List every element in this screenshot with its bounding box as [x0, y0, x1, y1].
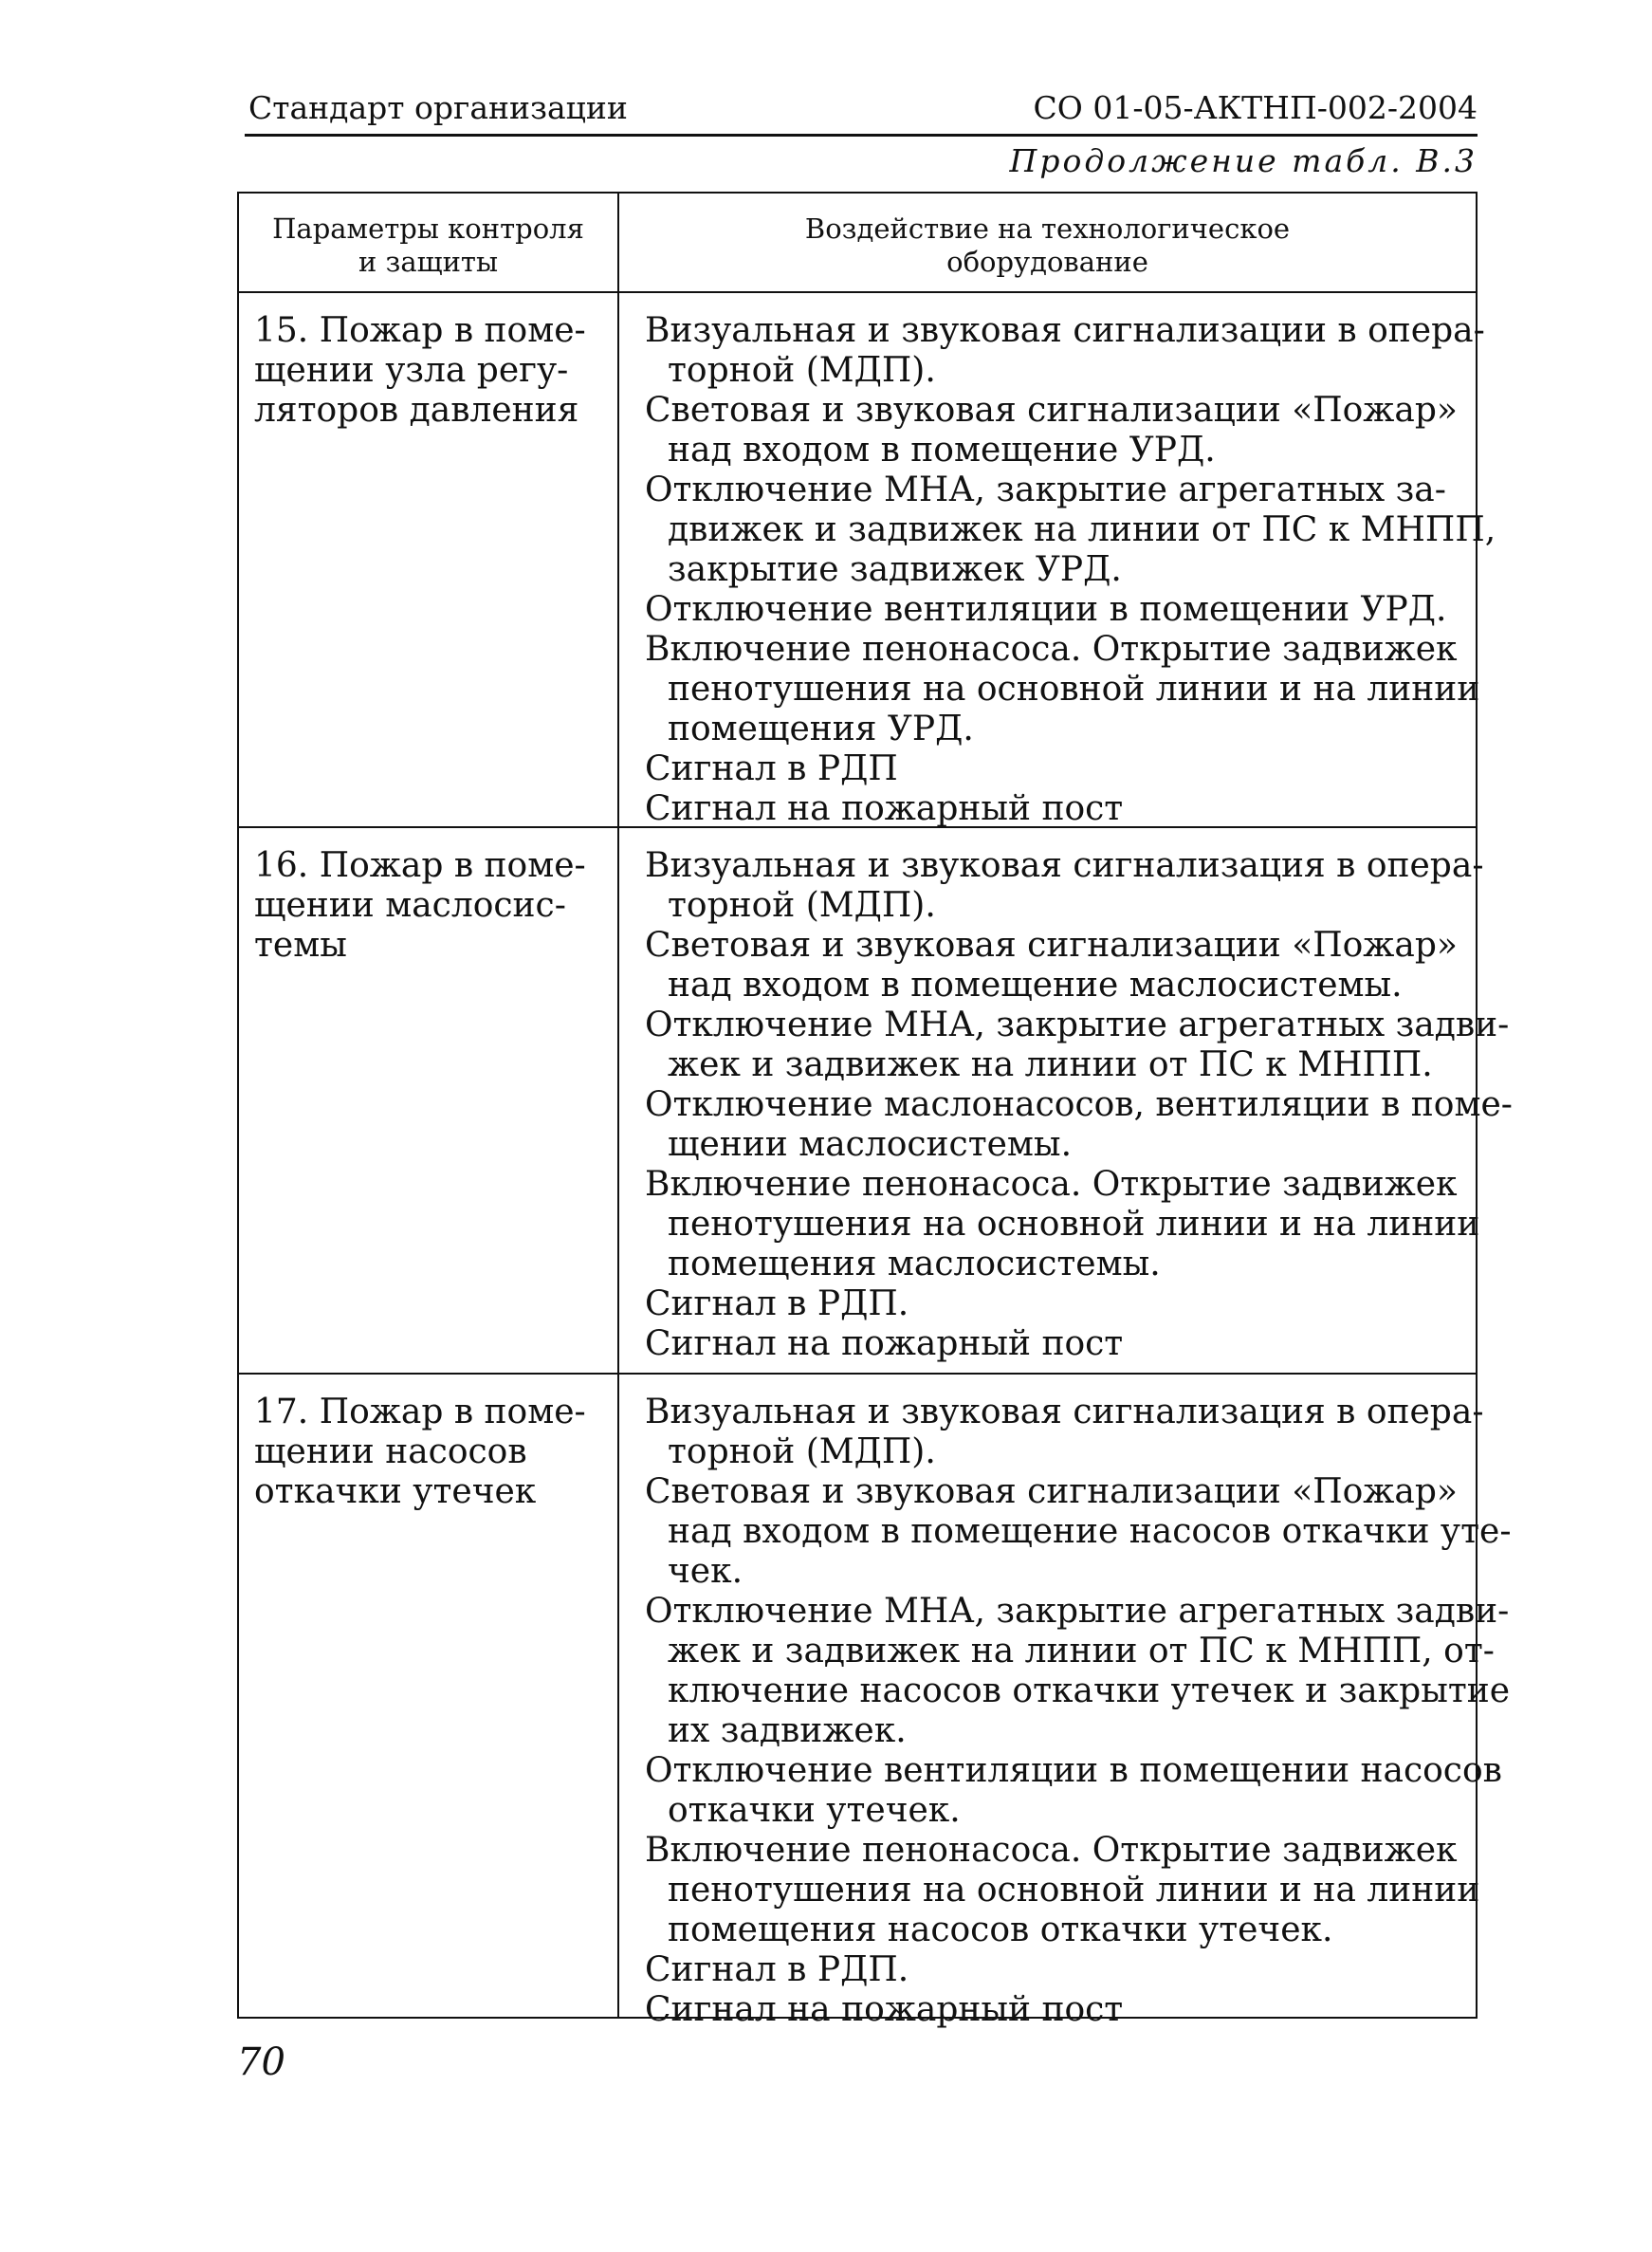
action-item: Сигнал на пожарный пост — [645, 1324, 1124, 1363]
action-item: Сигнал на пожарный пост — [645, 789, 1124, 828]
action-item: Отключение МНА, закрытие агрегатных за- движек и задвижек на линии от ПС к МНПП, закрытие задвижек УРД. — [645, 471, 1496, 589]
action-item: Отключение маслонасосов, вентиляции в поме- щении маслосистемы. — [645, 1085, 1513, 1164]
document-code: СО 01-05-АКТНП-002-2004 — [1033, 89, 1478, 126]
header-row-divider — [239, 291, 1476, 293]
column-header-actions: Воздействие на технологическое оборудование — [804, 212, 1291, 278]
action-item: Световая и звуковая сигнализации «Пожар» над входом в помещение насосов откачки уте- чек. — [645, 1472, 1512, 1591]
parameter-cell-15: 15. Пожар в поме- щении узла регу- ляторов давления — [254, 311, 586, 430]
action-item: Сигнал в РДП — [645, 749, 898, 788]
actions-cell-15 — [645, 311, 1496, 829]
action-item: Отключение вентиляции в помещении насосов откачки утечек. — [645, 1751, 1502, 1830]
table-continuation-label: Продолжение табл. В.3 — [1009, 142, 1478, 179]
row-divider — [239, 1373, 1476, 1375]
column-header-parameters: Параметры контроля и защиты — [272, 212, 584, 278]
actions-cell-17 — [645, 1393, 1512, 2030]
action-item: Включение пенонасоса. Открытие задвижек пенотушения на основной линии и на линии помещения УРД. — [645, 630, 1480, 748]
action-item: Сигнал в РДП. — [645, 1950, 909, 1989]
parameter-cell-17: 17. Пожар в поме- щении насосов откачки утечек — [254, 1393, 586, 1511]
page-number: 70 — [237, 2040, 285, 2084]
action-item: Отключение вентиляции в помещении УРД. — [645, 590, 1447, 629]
header-rule — [245, 134, 1478, 137]
action-item: Визуальная и звуковая сигнализация в опера- торной (МДП). — [645, 846, 1484, 925]
action-item: Визуальная и звуковая сигнализация в опера- торной (МДП). — [645, 1393, 1484, 1471]
action-item: Сигнал в РДП. — [645, 1284, 909, 1323]
action-item: Отключение МНА, закрытие агрегатных задви- жек и задвижек на линии от ПС к МНПП, от- ключение насосов откачки утечек и закрытие их задвижек. — [645, 1592, 1511, 1750]
control-protection-table — [237, 192, 1513, 2029]
action-item: Световая и звуковая сигнализации «Пожар» над входом в помещение УРД. — [645, 391, 1458, 470]
action-item: Визуальная и звуковая сигнализации в опера- торной (МДП). — [645, 311, 1485, 390]
action-item: Световая и звуковая сигнализации «Пожар» над входом в помещение маслосистемы. — [645, 926, 1458, 1005]
running-header — [245, 83, 1478, 133]
action-item: Включение пенонасоса. Открытие задвижек пенотушения на основной линии и на линии помещения насосов откачки утечек. — [645, 1831, 1480, 1949]
column-divider — [617, 194, 619, 2017]
parameter-cell-16: 16. Пожар в поме- щении маслосис- темы — [254, 846, 586, 965]
action-item: Включение пенонасоса. Открытие задвижек пенотушения на основной линии и на линии помещения маслосистемы. — [645, 1165, 1480, 1283]
actions-cell-16 — [645, 846, 1513, 1364]
action-item: Сигнал на пожарный пост — [645, 1990, 1124, 2029]
action-item: Отключение МНА, закрытие агрегатных задви- жек и задвижек на линии от ПС к МНПП. — [645, 1006, 1510, 1084]
org-standard-label: Стандарт организации — [248, 89, 628, 126]
row-divider — [239, 826, 1476, 828]
